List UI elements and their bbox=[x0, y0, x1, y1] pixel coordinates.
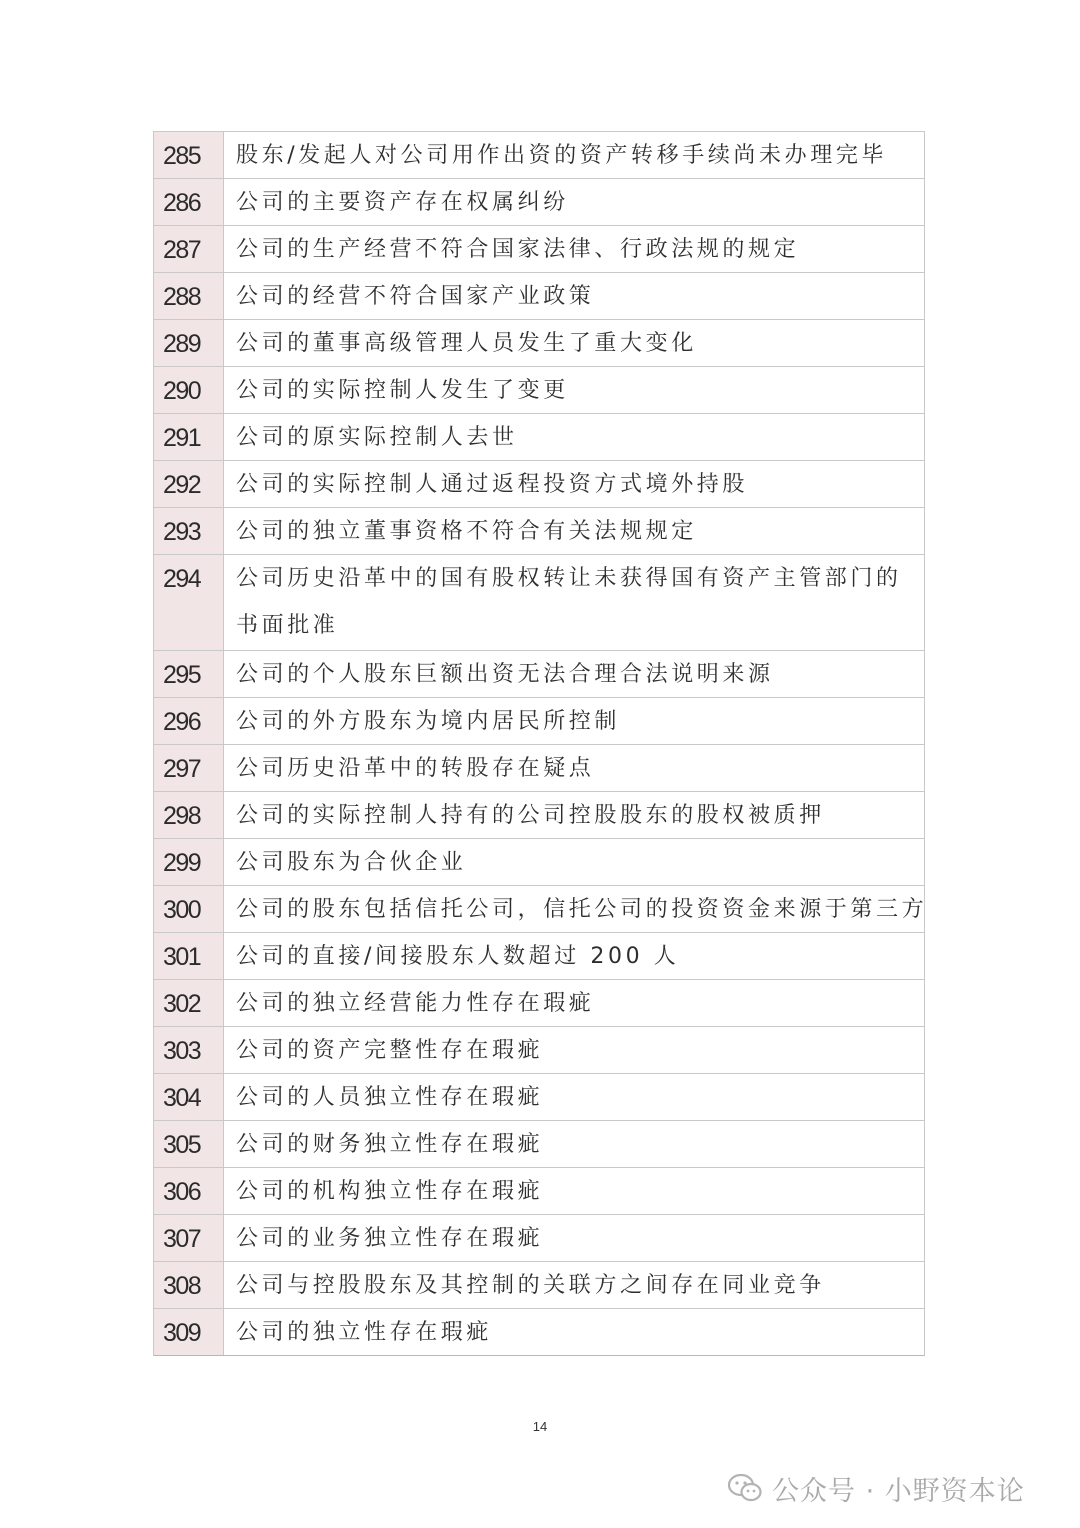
row-text: 公司的直接/间接股东人数超过 200 人 bbox=[236, 944, 680, 969]
row-number: 303 bbox=[154, 1027, 224, 1073]
table-row bbox=[154, 1168, 925, 1215]
row-number: 297 bbox=[154, 745, 224, 791]
row-text: 公司的原实际控制人去世 bbox=[236, 425, 518, 450]
row-text: 公司历史沿革中的转股存在疑点 bbox=[236, 756, 595, 781]
table-row bbox=[154, 273, 925, 320]
table-row bbox=[154, 367, 925, 414]
table-row bbox=[154, 651, 925, 698]
row-number: 304 bbox=[154, 1074, 224, 1120]
row-text: 公司的实际控制人发生了变更 bbox=[236, 378, 569, 403]
row-text: 公司的实际控制人通过返程投资方式境外持股 bbox=[236, 472, 749, 497]
row-text: 公司的独立性存在瑕疵 bbox=[236, 1320, 493, 1345]
row-number: 306 bbox=[154, 1168, 224, 1214]
table-row bbox=[154, 1074, 925, 1121]
row-number: 290 bbox=[154, 367, 224, 413]
row-number: 305 bbox=[154, 1121, 224, 1167]
row-number: 296 bbox=[154, 698, 224, 744]
table-row bbox=[154, 226, 925, 273]
table-row bbox=[154, 886, 928, 933]
row-text: 公司历史沿革中的国有股权转让未获得国有资产主管部门的书面批准 bbox=[236, 566, 902, 638]
table-row bbox=[154, 555, 925, 651]
row-number: 295 bbox=[154, 651, 224, 697]
table-row bbox=[154, 414, 925, 461]
row-text: 公司的股东包括信托公司，信托公司的投资资金来源于第三方 bbox=[236, 897, 928, 922]
row-text: 公司股东为合伙企业 bbox=[236, 850, 467, 875]
table-row bbox=[154, 1027, 925, 1074]
row-number: 302 bbox=[154, 980, 224, 1026]
table-row bbox=[154, 461, 925, 508]
table-row bbox=[154, 980, 925, 1027]
row-number: 308 bbox=[154, 1262, 224, 1308]
row-number: 293 bbox=[154, 508, 224, 554]
row-text: 公司的外方股东为境内居民所控制 bbox=[236, 709, 621, 734]
table-row bbox=[154, 179, 925, 226]
table-row bbox=[154, 1121, 925, 1168]
table-row bbox=[154, 698, 925, 745]
row-number: 301 bbox=[154, 933, 224, 979]
row-number: 299 bbox=[154, 839, 224, 885]
row-text: 公司的机构独立性存在瑕疵 bbox=[236, 1179, 544, 1204]
row-text: 股东/发起人对公司用作出资的资产转移手续尚未办理完毕 bbox=[236, 143, 888, 168]
row-text: 公司的个人股东巨额出资无法合理合法说明来源 bbox=[236, 662, 774, 687]
table-row bbox=[154, 839, 925, 886]
row-number: 307 bbox=[154, 1215, 224, 1261]
row-text: 公司的人员独立性存在瑕疵 bbox=[236, 1085, 544, 1110]
row-number: 292 bbox=[154, 461, 224, 507]
row-text: 公司的财务独立性存在瑕疵 bbox=[236, 1132, 544, 1157]
row-number: 300 bbox=[154, 886, 224, 932]
watermark bbox=[728, 1468, 1025, 1508]
page-number: 14 bbox=[532, 1419, 548, 1434]
row-text: 公司与控股股东及其控制的关联方之间存在同业竞争 bbox=[236, 1273, 825, 1298]
row-number: 298 bbox=[154, 792, 224, 838]
row-text: 公司的资产完整性存在瑕疵 bbox=[236, 1038, 544, 1063]
row-text: 公司的董事高级管理人员发生了重大变化 bbox=[236, 331, 697, 356]
table-row bbox=[154, 132, 925, 179]
table-row bbox=[154, 1215, 925, 1262]
table-row bbox=[154, 792, 925, 839]
table-row bbox=[154, 320, 925, 367]
row-number: 288 bbox=[154, 273, 224, 319]
table-row bbox=[154, 508, 925, 555]
row-number: 285 bbox=[154, 132, 224, 178]
table-row bbox=[154, 1262, 925, 1309]
row-number: 309 bbox=[154, 1309, 224, 1355]
row-text: 公司的独立董事资格不符合有关法规规定 bbox=[236, 519, 697, 544]
table-row bbox=[154, 933, 925, 980]
row-text: 公司的业务独立性存在瑕疵 bbox=[236, 1226, 544, 1251]
row-number: 289 bbox=[154, 320, 224, 366]
row-text: 公司的独立经营能力性存在瑕疵 bbox=[236, 991, 595, 1016]
row-text: 公司的主要资产存在权属纠纷 bbox=[236, 190, 569, 215]
row-number: 291 bbox=[154, 414, 224, 460]
row-number: 287 bbox=[154, 226, 224, 272]
table-row bbox=[154, 745, 925, 792]
row-number: 286 bbox=[154, 179, 224, 225]
row-text: 公司的生产经营不符合国家法律、行政法规的规定 bbox=[236, 237, 800, 262]
risk-items-table bbox=[153, 131, 928, 1356]
row-text: 公司的实际控制人持有的公司控股股东的股权被质押 bbox=[236, 803, 825, 828]
wechat-icon bbox=[728, 1473, 762, 1503]
watermark-text: 公众号 · 小野资本论 bbox=[772, 1475, 1025, 1507]
table-row bbox=[154, 1309, 925, 1356]
row-number: 294 bbox=[154, 555, 224, 650]
row-text: 公司的经营不符合国家产业政策 bbox=[236, 284, 595, 309]
